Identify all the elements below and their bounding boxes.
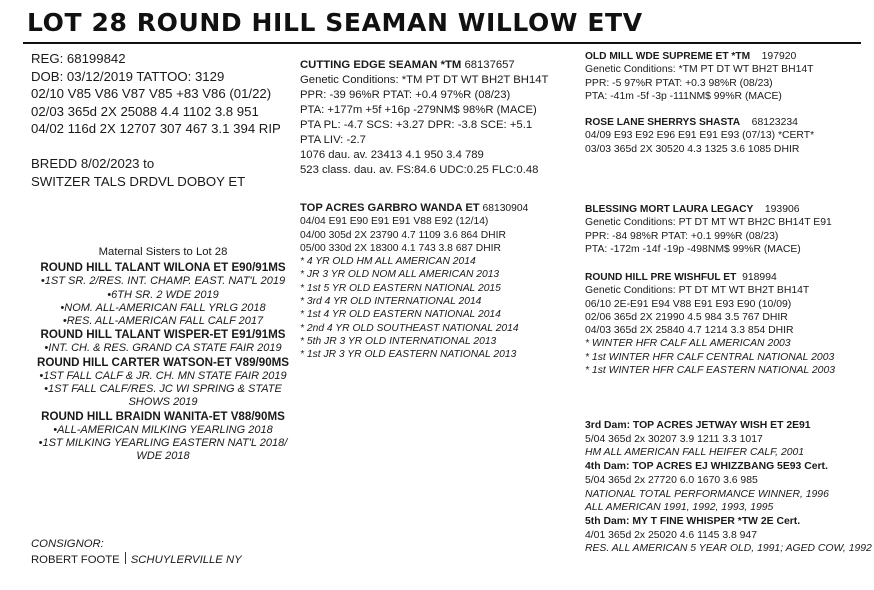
dam-award: * 1st JR 3 YR OLD EASTERN NATIONAL 2013 (300, 349, 517, 361)
bred-to-line: SWITZER TALS DRDVL DOBOY ET (31, 173, 246, 189)
divider (125, 552, 126, 564)
dam-dam-line: 06/10 2E-E91 E94 V88 E91 E93 E90 (10/09) (585, 298, 792, 310)
dam-block (300, 202, 528, 362)
sire-line: Genetic Conditions: *TM PT DT WT BH2T BH14T (300, 74, 549, 86)
bred-date-line: BREDD 8/02/2023 to (31, 156, 155, 171)
fourth-dam-award: ALL AMERICAN 1991, 1992, 1993, 1995 (585, 502, 774, 514)
sire-sire-line: PTA: -41m -5f -3p -111NM$ 99%R (MACE) (585, 90, 782, 102)
fourth-dam-title: 4th Dam: TOP ACRES EJ WHIZZBANG 5E93 Cert. (585, 461, 828, 473)
sire-name: CUTTING EDGE SEAMAN *TM (300, 59, 462, 71)
fifth-dam-record: 4/01 365d 2x 25020 4.6 1145 3.8 947 (585, 529, 757, 541)
dam-dam-line: 04/03 365d 2X 25840 4.7 1214 3.3 854 DHIR (585, 325, 794, 337)
dam-dam-name: ROUND HILL PRE WISHFUL ET (585, 272, 737, 283)
dam-award: * 4 YR OLD HM ALL AMERICAN 2014 (300, 256, 476, 268)
sister-award: •ALL-AMERICAN MILKING YEARLING 2018 (53, 423, 273, 436)
sister-award: SHOWS 2019 (128, 396, 198, 409)
sister-award: •6TH SR. 2 WDE 2019 (107, 288, 219, 301)
sire-dam-name: ROSE LANE SHERRYS SHASTA (585, 117, 741, 128)
dam-award: * 2nd 4 YR OLD SOUTHEAST NATIONAL 2014 (300, 322, 519, 334)
sire-block (300, 58, 548, 178)
sister-name: ROUND HILL TALANT WILONA ET E90/91MS (40, 261, 286, 275)
dam-line: 05/00 330d 2X 18300 4.1 743 3.8 687 DHIR (300, 242, 501, 254)
dam-sire-line: PTA: -172m -14f -19p -498NM$ 99%R (MACE) (585, 243, 801, 255)
dam-dam-reg: 918994 (742, 272, 777, 283)
dam-reg: 68130904 (482, 203, 529, 214)
fifth-dam-award: RES. ALL AMERICAN 5 YEAR OLD, 1991; AGED COW, 1992 (585, 543, 872, 555)
third-dam-record: 5/04 365d 2x 30207 3.9 1211 3.3 1017 (585, 433, 763, 445)
sire-sire-block (585, 50, 813, 103)
third-dam-award: HM ALL AMERICAN FALL HEIFER CALF, 2001 (585, 447, 805, 459)
dam-award: * JR 3 YR OLD NOM ALL AMERICAN 2013 (300, 269, 500, 281)
spacer-line (31, 138, 281, 156)
sister-name: ROUND HILL TALANT WISPER-ET E91/91MS (40, 328, 286, 342)
maternal-sisters (20, 246, 306, 464)
dam-sire-line: Genetic Conditions: PT DT MT WT BH2C BH14T E91 (585, 217, 832, 229)
sire-line: PTA PL: -4.7 SCS: +3.27 DPR: -3.8 SCE: +5.1 (300, 119, 533, 131)
dam-line: 04/00 305d 2X 23790 4.7 1109 3.6 864 DHIR (300, 229, 506, 241)
consignor-block (31, 537, 242, 568)
fourth-dam-award: NATIONAL TOTAL PERFORMANCE WINNER, 1996 (585, 488, 829, 500)
reg-line: REG: 68199842 (31, 51, 126, 66)
dam-sire-line: PPR: -84 98%R PTAT: +0.1 99%R (08/23) (585, 230, 779, 242)
sister-name: ROUND HILL BRAIDN WANITA-ET V88/90MS (41, 409, 285, 423)
dam-name: TOP ACRES GARBRO WANDA ET (300, 202, 480, 214)
dam-dam-award: * WINTER HFR CALF ALL AMERICAN 2003 (585, 338, 791, 350)
sister-award: •1ST FALL CALF & JR. CH. MN STATE FAIR 2019 (39, 369, 287, 382)
sire-sire-line: Genetic Conditions: *TM PT DT WT BH2T BH14T (585, 64, 814, 76)
sire-dam-line: 03/03 365d 2X 30520 4.3 1325 3.6 1085 DHIR (585, 143, 800, 155)
fifth-dam-title: 5th Dam: MY T FINE WHISPER *TW 2E Cert. (585, 515, 801, 527)
sire-dam-line: 04/09 E93 E92 E96 E91 E91 E93 (07/13) *CERT* (585, 130, 815, 142)
dam-dam-award: * 1st WINTER HFR CALF EASTERN NATIONAL 2003 (585, 365, 836, 377)
record-line: 02/03 365d 2X 25088 4.4 1102 3.8 951 (31, 103, 259, 119)
sire-line: 523 class. dau. av. FS:84.6 UDC:0.25 FLC:0.48 (300, 164, 539, 176)
sire-line: PTA: +177m +5f +16p -279NM$ 98%R (MACE) (300, 104, 537, 116)
consignor-location: SCHUYLERVILLE NY (130, 554, 242, 566)
sire-reg: 68137657 (464, 59, 515, 71)
fourth-dam-record: 5/04 365d 2x 27720 6.0 1670 3.6 985 (585, 474, 758, 486)
sister-award: •INT. CH. & RES. GRAND CA STATE FAIR 2019 (44, 342, 282, 355)
sister-award: •1ST SR. 2/RES. INT. CHAMP. EAST. NAT'L 2019 (40, 275, 286, 288)
sister-award: •NOM. ALL-AMERICAN FALL YRLG 2018 (60, 301, 266, 314)
dam-dam-line: 02/06 365d 2X 21990 4.5 984 3.5 767 DHIR (585, 311, 788, 323)
sire-sire-name: OLD MILL WDE SUPREME ET *TM (585, 51, 751, 62)
dam-dam-line: Genetic Conditions: PT DT MT WT BH2T BH14T (585, 285, 810, 297)
dam-award: * 1st 5 YR OLD EASTERN NATIONAL 2015 (300, 282, 501, 294)
classification-line: 02/10 V85 V86 V87 V85 +83 V86 (01/22) (31, 86, 272, 101)
sister-award: •1ST MILKING YEARLING EASTERN NAT'L 2018/ (38, 436, 288, 449)
sire-sire-reg: 197920 (761, 51, 797, 62)
dam-line: 04/04 E91 E90 E91 E91 V88 E92 (12/14) (300, 216, 489, 228)
sister-name: ROUND HILL CARTER WATSON-ET V89/90MS (36, 355, 290, 369)
deep-pedigree (585, 419, 872, 556)
third-dam-title: 3rd Dam: TOP ACRES JETWAY WISH ET 2E91 (585, 420, 811, 431)
dam-award: * 3rd 4 YR OLD INTERNATIONAL 2014 (300, 296, 482, 308)
dam-sire-name: BLESSING MORT LAURA LEGACY (585, 204, 754, 215)
sister-award: WDE 2018 (136, 450, 190, 463)
dam-sire-reg: 193906 (764, 204, 800, 215)
lot-title: LOT 28 ROUND HILL SEAMAN WILLOW ETV (27, 8, 643, 37)
sire-line: 1076 dau. av. 23413 4.1 950 3.4 789 (300, 149, 484, 161)
sire-line: PTA LIV: -2.7 (300, 134, 366, 146)
record-line: 04/02 116d 2X 12707 307 467 3.1 394 RIP (31, 121, 281, 136)
dam-sire-block (585, 203, 832, 256)
dam-award: * 5th JR 3 YR OLD INTERNATIONAL 2013 (300, 335, 497, 347)
dam-dam-block (585, 271, 835, 377)
sister-award: •1ST FALL CALF/RES. JC WI SPRING & STATE (44, 383, 282, 396)
maternal-sisters-heading: Maternal Sisters to Lot 28 (98, 246, 228, 258)
sire-dam-block (585, 116, 814, 156)
consignor-label: CONSIGNOR: (31, 538, 104, 550)
header (23, 4, 861, 44)
dam-dam-award: * 1st WINTER HFR CALF CENTRAL NATIONAL 2003 (585, 351, 835, 363)
sire-line: PPR: -39 96%R PTAT: +0.4 97%R (08/23) (300, 89, 511, 101)
animal-info (31, 50, 281, 190)
sister-award: •RES. ALL-AMERICAN FALL CALF 2017 (62, 315, 264, 328)
dam-award: * 1st 4 YR OLD EASTERN NATIONAL 2014 (300, 309, 501, 321)
sire-dam-reg: 68123234 (751, 117, 798, 128)
consignor-name: ROBERT FOOTE (31, 554, 120, 566)
sire-sire-line: PPR: -5 97%R PTAT: +0.3 98%R (08/23) (585, 77, 773, 89)
dob-line: DOB: 03/12/2019 TATTOO: 3129 (31, 68, 225, 84)
